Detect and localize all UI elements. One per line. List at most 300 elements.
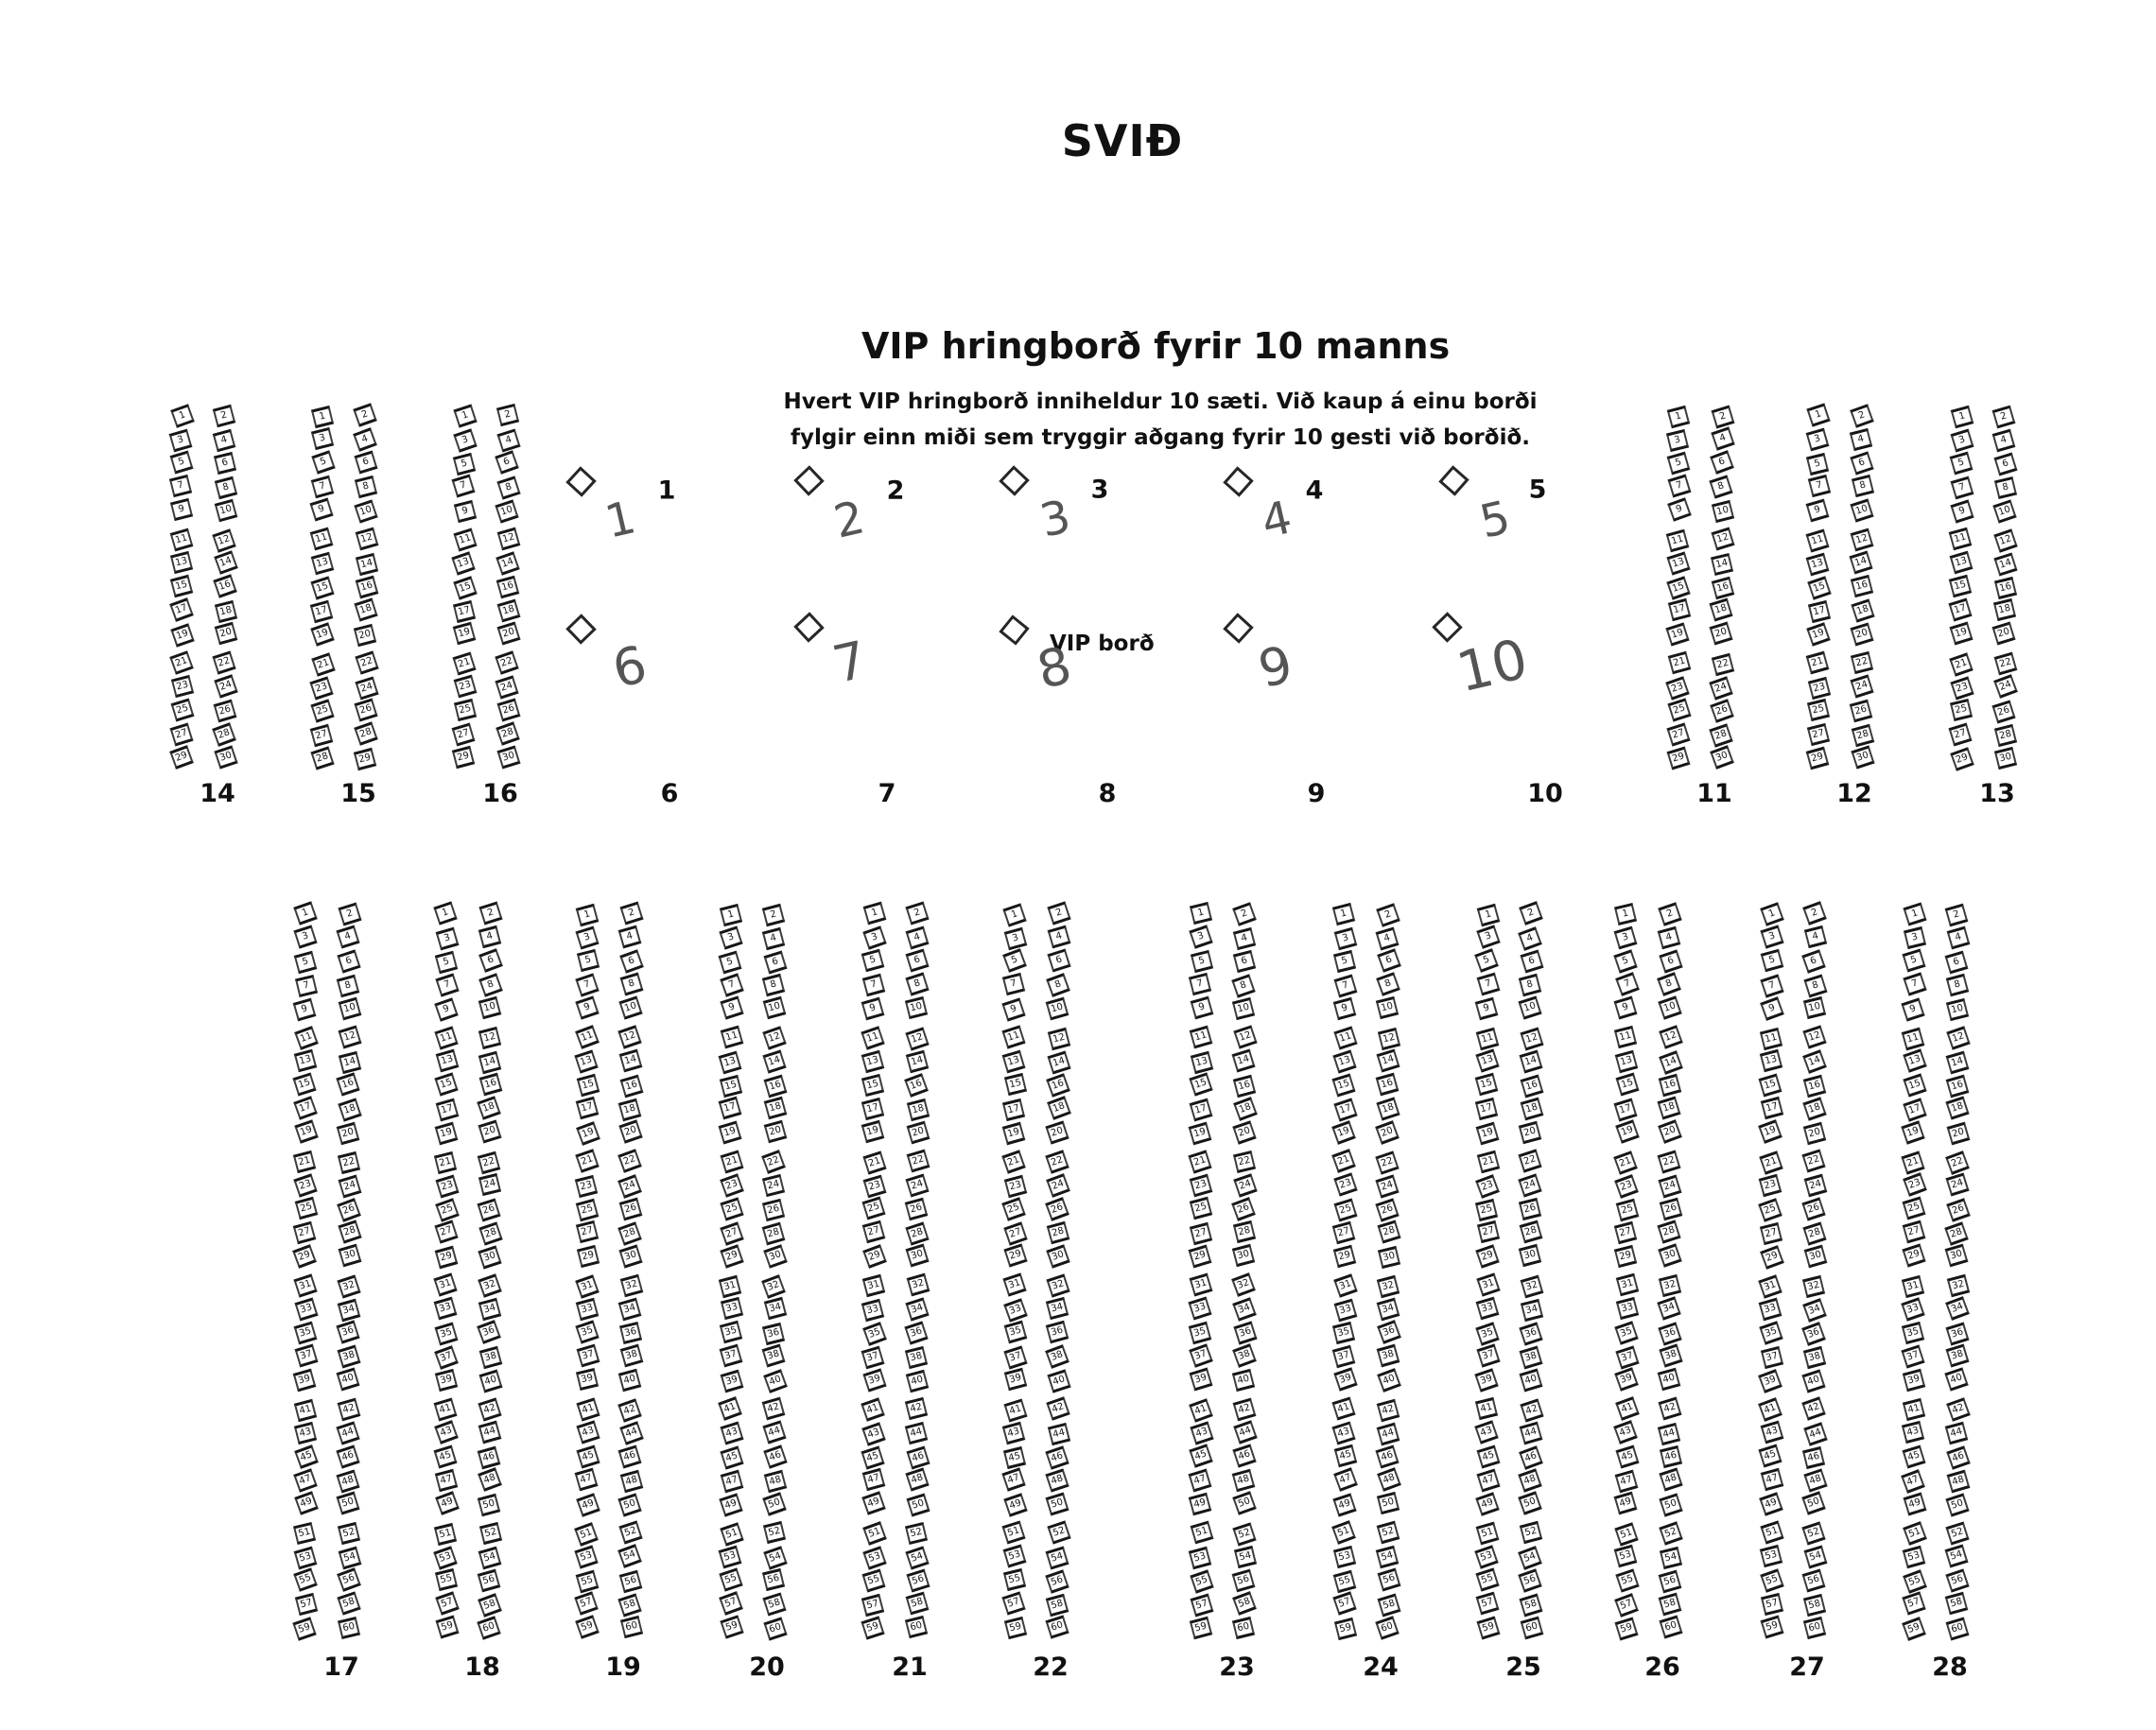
seat[interactable]: 9 (1002, 998, 1026, 1022)
seat[interactable]: 1 (1667, 406, 1690, 428)
seat[interactable]: 29 (577, 1245, 600, 1268)
seat[interactable]: 25 (436, 1198, 461, 1222)
seat[interactable]: 8 (1046, 973, 1070, 997)
seat[interactable]: 9 (434, 997, 458, 1021)
seat[interactable]: 16 (619, 1074, 643, 1098)
seat[interactable]: 5 (718, 950, 741, 974)
seat[interactable]: 23 (1808, 677, 1831, 700)
seat[interactable]: 49 (1189, 1493, 1212, 1516)
seat[interactable]: 55 (1190, 1569, 1213, 1593)
seat[interactable]: 30 (497, 745, 521, 769)
seat[interactable]: 10 (355, 499, 378, 523)
seat[interactable]: 5 (294, 951, 318, 975)
seat[interactable]: 22 (1233, 1150, 1256, 1173)
seat[interactable]: 2 (1658, 902, 1681, 926)
seat[interactable]: 26 (1519, 1198, 1541, 1220)
seat[interactable]: 43 (1191, 1421, 1214, 1445)
seat[interactable]: 24 (356, 676, 379, 700)
seat[interactable]: 57 (1001, 1592, 1025, 1616)
seat[interactable]: 32 (1521, 1274, 1544, 1298)
seat[interactable]: 59 (1334, 1618, 1357, 1640)
seat[interactable]: 56 (1518, 1568, 1541, 1592)
seat[interactable]: 10 (1850, 498, 1873, 522)
seat[interactable]: 8 (1803, 974, 1827, 997)
seat[interactable]: 2 (1850, 404, 1874, 428)
seat[interactable]: 9 (1475, 997, 1499, 1021)
seat[interactable]: 54 (1945, 1544, 1969, 1567)
seat[interactable]: 13 (1805, 553, 1829, 577)
seat[interactable]: 18 (1657, 1097, 1680, 1120)
seat[interactable]: 14 (214, 550, 238, 575)
seat[interactable]: 57 (295, 1592, 318, 1615)
seat[interactable]: 10 (495, 499, 518, 523)
seat[interactable]: 13 (310, 552, 334, 576)
seat[interactable]: 18 (1710, 597, 1733, 621)
seat[interactable]: 26 (1376, 1198, 1400, 1221)
seat[interactable]: 27 (576, 1220, 599, 1243)
seat[interactable]: 20 (1991, 622, 2015, 646)
seat[interactable]: 32 (762, 1274, 787, 1299)
seat[interactable]: 2 (478, 901, 502, 925)
seat[interactable]: 25 (1475, 1199, 1498, 1221)
seat[interactable]: 6 (1944, 951, 1968, 975)
seat[interactable]: 29 (863, 1244, 888, 1269)
seat[interactable]: 50 (337, 1491, 360, 1514)
seat[interactable]: 28 (354, 721, 378, 746)
seat[interactable]: 50 (1377, 1492, 1400, 1514)
seat[interactable]: 49 (719, 1493, 742, 1516)
seat[interactable]: 51 (574, 1522, 599, 1547)
seat[interactable]: 14 (1377, 1048, 1400, 1072)
seat[interactable]: 16 (1659, 1074, 1681, 1097)
seat[interactable]: 45 (294, 1445, 319, 1469)
seat[interactable]: 35 (294, 1322, 318, 1345)
seat[interactable]: 5 (1474, 948, 1499, 973)
seat[interactable]: 3 (1904, 926, 1926, 949)
seat[interactable]: 59 (1004, 1617, 1027, 1639)
seat[interactable]: 57 (1333, 1591, 1357, 1615)
seat[interactable]: 30 (1231, 1244, 1254, 1267)
seat[interactable]: 32 (907, 1273, 930, 1297)
seat[interactable]: 32 (1377, 1274, 1400, 1297)
seat[interactable]: 8 (1231, 974, 1255, 997)
seat[interactable]: 46 (336, 1445, 359, 1468)
seat[interactable]: 21 (1759, 1151, 1782, 1175)
seat[interactable]: 5 (453, 452, 476, 475)
seat[interactable]: 23 (1004, 1174, 1027, 1197)
seat[interactable]: 32 (619, 1274, 643, 1298)
seat[interactable]: 60 (1803, 1617, 1826, 1639)
seat[interactable]: 39 (1190, 1367, 1213, 1391)
seat[interactable]: 22 (495, 650, 518, 674)
seat[interactable]: 24 (1659, 1174, 1682, 1198)
seat[interactable]: 54 (905, 1547, 929, 1570)
seat[interactable]: 26 (762, 1199, 785, 1221)
seat[interactable]: 25 (862, 1196, 886, 1220)
seat[interactable]: 18 (764, 1096, 788, 1119)
seat[interactable]: 20 (337, 1122, 360, 1146)
seat[interactable]: 48 (1377, 1468, 1401, 1493)
seat[interactable]: 31 (575, 1274, 600, 1299)
seat[interactable]: 26 (1231, 1197, 1256, 1221)
seat[interactable]: 9 (1901, 997, 1924, 1021)
seat[interactable]: 5 (1950, 451, 1973, 475)
seat[interactable]: 36 (1234, 1321, 1258, 1344)
seat[interactable]: 45 (1334, 1445, 1357, 1467)
seat[interactable]: 1 (1614, 903, 1637, 926)
seat[interactable]: 9 (293, 998, 317, 1022)
seat[interactable]: 59 (1476, 1616, 1500, 1639)
seat[interactable]: 57 (1760, 1593, 1782, 1616)
seat[interactable]: 25 (454, 699, 477, 721)
seat[interactable]: 58 (1803, 1594, 1826, 1617)
seat[interactable]: 15 (1758, 1073, 1782, 1097)
seat[interactable]: 5 (1002, 948, 1027, 973)
seat[interactable]: 14 (1048, 1050, 1071, 1074)
seat[interactable]: 48 (1519, 1468, 1542, 1492)
seat[interactable]: 18 (1803, 1098, 1827, 1121)
seat[interactable]: 26 (1850, 700, 1873, 723)
seat[interactable]: 16 (1232, 1074, 1255, 1097)
seat[interactable]: 56 (1945, 1569, 1969, 1593)
seat[interactable]: 11 (1614, 1025, 1637, 1047)
seat[interactable]: 29 (170, 745, 195, 770)
seat[interactable]: 48 (619, 1470, 643, 1494)
seat[interactable]: 7 (862, 973, 885, 995)
seat[interactable]: 59 (292, 1618, 316, 1641)
seat[interactable]: 43 (1613, 1420, 1638, 1445)
seat[interactable]: 27 (1004, 1222, 1028, 1246)
seat[interactable]: 22 (1045, 1150, 1069, 1173)
seat[interactable]: 6 (478, 948, 503, 973)
seat[interactable]: 59 (721, 1616, 744, 1639)
seat[interactable]: 22 (1712, 653, 1734, 676)
seat[interactable]: 16 (356, 576, 379, 599)
seat[interactable]: 48 (1660, 1468, 1683, 1492)
seat[interactable]: 17 (718, 1096, 741, 1119)
seat[interactable]: 1 (1760, 902, 1784, 926)
seat[interactable]: 1 (720, 904, 742, 926)
seat[interactable]: 10 (1993, 500, 2017, 524)
seat[interactable]: 44 (1945, 1422, 1968, 1445)
seat[interactable]: 20 (1709, 622, 1732, 646)
seat[interactable]: 52 (1945, 1521, 1969, 1545)
seat[interactable]: 7 (1808, 475, 1831, 497)
seat[interactable]: 30 (1519, 1244, 1541, 1267)
seat[interactable]: 22 (355, 651, 378, 675)
seat[interactable]: 40 (763, 1369, 788, 1393)
seat[interactable]: 11 (1760, 1028, 1782, 1050)
seat[interactable]: 7 (1951, 476, 1974, 500)
seat[interactable]: 17 (1668, 598, 1691, 621)
seat[interactable]: 25 (720, 1197, 743, 1220)
seat[interactable]: 28 (1994, 724, 2017, 747)
seat[interactable]: 38 (1045, 1344, 1069, 1369)
seat[interactable]: 22 (1375, 1150, 1399, 1174)
seat[interactable]: 40 (1232, 1369, 1255, 1392)
seat[interactable]: 21 (1613, 1151, 1638, 1176)
seat[interactable]: 22 (1994, 652, 2018, 676)
seat[interactable]: 33 (1334, 1299, 1358, 1323)
seat[interactable]: 42 (1377, 1399, 1400, 1423)
seat[interactable]: 26 (1946, 1199, 1971, 1223)
seat[interactable]: 13 (1475, 1048, 1499, 1072)
seat[interactable]: 57 (1191, 1593, 1214, 1617)
seat[interactable]: 9 (861, 997, 885, 1021)
seat[interactable]: 6 (1993, 452, 2017, 476)
seat[interactable]: 30 (763, 1244, 788, 1269)
seat[interactable]: 10 (1518, 995, 1541, 1019)
seat[interactable]: 58 (1945, 1592, 1969, 1616)
seat[interactable]: 59 (1615, 1617, 1639, 1640)
seat[interactable]: 52 (763, 1521, 786, 1544)
seat[interactable]: 37 (1477, 1344, 1501, 1368)
seat[interactable]: 26 (337, 1198, 361, 1222)
seat[interactable]: 36 (1946, 1322, 1970, 1345)
seat[interactable]: 21 (1001, 1150, 1026, 1174)
seat[interactable]: 37 (1004, 1345, 1028, 1369)
seat[interactable]: 50 (907, 1493, 930, 1516)
vip-table-icon[interactable] (1223, 613, 1253, 643)
seat[interactable]: 27 (310, 723, 334, 747)
seat[interactable]: 56 (478, 1569, 501, 1593)
seat[interactable]: 13 (574, 1049, 598, 1073)
seat[interactable]: 23 (309, 677, 333, 701)
seat[interactable]: 24 (1046, 1173, 1070, 1198)
seat[interactable]: 29 (1903, 1244, 1926, 1268)
seat[interactable]: 15 (1475, 1073, 1499, 1097)
seat[interactable]: 59 (861, 1617, 884, 1640)
seat[interactable]: 23 (1759, 1173, 1782, 1197)
seat[interactable]: 33 (1901, 1297, 1924, 1321)
seat[interactable]: 45 (576, 1445, 600, 1469)
seat[interactable]: 49 (435, 1491, 460, 1515)
seat[interactable]: 29 (720, 1244, 743, 1268)
seat[interactable]: 13 (170, 551, 193, 574)
seat[interactable]: 46 (907, 1445, 930, 1469)
seat[interactable]: 33 (1188, 1297, 1211, 1321)
seat[interactable]: 19 (435, 1121, 459, 1145)
seat[interactable]: 34 (478, 1298, 501, 1321)
seat[interactable]: 15 (434, 1072, 458, 1096)
seat[interactable]: 25 (1807, 699, 1830, 721)
seat[interactable]: 48 (905, 1467, 929, 1491)
seat[interactable]: 60 (1520, 1616, 1543, 1639)
seat[interactable]: 53 (1614, 1544, 1638, 1567)
seat[interactable]: 2 (1519, 901, 1543, 926)
seat[interactable]: 22 (212, 650, 235, 674)
seat[interactable]: 12 (497, 527, 521, 550)
seat[interactable]: 54 (1518, 1546, 1542, 1570)
seat[interactable]: 54 (1376, 1546, 1399, 1568)
seat[interactable]: 34 (1657, 1296, 1680, 1320)
seat[interactable]: 3 (863, 926, 887, 950)
seat[interactable]: 15 (1332, 1074, 1356, 1098)
seat[interactable]: 33 (1759, 1297, 1782, 1321)
seat[interactable]: 53 (1475, 1545, 1499, 1568)
seat[interactable]: 9 (1667, 497, 1692, 522)
seat[interactable]: 9 (1950, 499, 1973, 523)
seat[interactable]: 19 (1902, 1120, 1925, 1144)
seat[interactable]: 38 (1519, 1346, 1542, 1370)
seat[interactable]: 24 (478, 1173, 501, 1196)
seat[interactable]: 12 (1233, 1025, 1257, 1048)
seat[interactable]: 3 (1806, 427, 1830, 451)
seat[interactable]: 22 (1657, 1150, 1680, 1173)
seat[interactable]: 40 (336, 1367, 359, 1391)
seat[interactable]: 30 (1944, 1244, 1968, 1268)
seat[interactable]: 31 (719, 1275, 741, 1298)
seat[interactable]: 14 (339, 1051, 361, 1074)
seat[interactable]: 57 (1902, 1592, 1925, 1616)
seat[interactable]: 4 (905, 926, 929, 949)
seat[interactable]: 10 (1232, 997, 1255, 1020)
seat[interactable]: 35 (1003, 1320, 1027, 1343)
seat[interactable]: 26 (1045, 1198, 1069, 1222)
seat[interactable]: 28 (339, 1220, 362, 1243)
seat[interactable]: 26 (1711, 699, 1735, 723)
seat[interactable]: 18 (1047, 1096, 1071, 1120)
seat[interactable]: 44 (1377, 1422, 1400, 1445)
seat[interactable]: 55 (435, 1568, 458, 1591)
seat[interactable]: 3 (1613, 926, 1637, 950)
seat[interactable]: 40 (906, 1370, 929, 1393)
seat[interactable]: 53 (293, 1547, 317, 1570)
seat[interactable]: 27 (1948, 723, 1972, 747)
seat[interactable]: 24 (1994, 675, 2019, 700)
seat[interactable]: 54 (1234, 1545, 1257, 1567)
seat[interactable]: 38 (1377, 1344, 1400, 1368)
seat[interactable]: 38 (904, 1346, 927, 1369)
seat[interactable]: 26 (618, 1197, 642, 1220)
seat[interactable]: 43 (1474, 1421, 1498, 1445)
seat[interactable]: 40 (1944, 1368, 1968, 1392)
seat[interactable]: 18 (1520, 1098, 1543, 1121)
seat[interactable]: 2 (213, 405, 235, 427)
seat[interactable]: 31 (434, 1273, 458, 1297)
seat[interactable]: 21 (1477, 1150, 1500, 1173)
seat[interactable]: 46 (617, 1445, 641, 1469)
seat[interactable]: 20 (1518, 1120, 1540, 1143)
seat[interactable]: 2 (339, 902, 362, 926)
seat[interactable]: 4 (1711, 426, 1734, 450)
seat[interactable]: 24 (1804, 1174, 1828, 1198)
seat[interactable]: 37 (720, 1344, 743, 1368)
seat[interactable]: 20 (1851, 622, 1874, 646)
seat[interactable]: 27 (293, 1221, 317, 1245)
seat[interactable]: 17 (576, 1097, 600, 1120)
seat[interactable]: 36 (477, 1320, 501, 1344)
seat[interactable]: 36 (1520, 1322, 1543, 1345)
seat[interactable]: 56 (907, 1569, 930, 1593)
seat[interactable]: 19 (1002, 1121, 1026, 1145)
seat[interactable]: 15 (453, 576, 477, 599)
seat[interactable]: 8 (1994, 476, 2017, 499)
seat[interactable]: 29 (1189, 1245, 1212, 1269)
seat[interactable]: 29 (1614, 1245, 1637, 1268)
seat[interactable]: 3 (436, 927, 460, 951)
seat[interactable]: 3 (294, 926, 318, 949)
seat[interactable]: 17 (453, 600, 476, 623)
seat[interactable]: 42 (618, 1398, 643, 1423)
seat[interactable]: 17 (1002, 1099, 1025, 1121)
seat[interactable]: 16 (1803, 1074, 1826, 1097)
seat[interactable]: 1 (453, 405, 477, 428)
seat[interactable]: 18 (496, 599, 520, 623)
seat[interactable]: 48 (1232, 1469, 1256, 1493)
seat[interactable]: 17 (309, 600, 333, 624)
seat[interactable]: 60 (1046, 1615, 1069, 1638)
seat[interactable]: 8 (905, 972, 929, 995)
seat[interactable]: 20 (497, 622, 521, 646)
seat[interactable]: 38 (479, 1346, 503, 1370)
seat[interactable]: 7 (721, 973, 745, 997)
seat[interactable]: 8 (1376, 972, 1400, 996)
seat[interactable]: 13 (1666, 552, 1690, 576)
seat[interactable]: 21 (1668, 650, 1692, 674)
seat[interactable]: 17 (861, 1098, 884, 1120)
seat[interactable]: 22 (1851, 651, 1873, 674)
seat[interactable]: 44 (1803, 1422, 1827, 1445)
seat[interactable]: 50 (617, 1493, 641, 1516)
seat[interactable]: 37 (295, 1344, 319, 1368)
seat[interactable]: 4 (353, 428, 377, 453)
seat[interactable]: 26 (905, 1198, 929, 1221)
seat[interactable]: 39 (1004, 1368, 1027, 1391)
seat[interactable]: 11 (310, 528, 334, 551)
seat[interactable]: 7 (1002, 973, 1025, 995)
seat[interactable]: 43 (294, 1422, 317, 1445)
seat[interactable]: 19 (1758, 1119, 1782, 1144)
seat[interactable]: 60 (477, 1617, 500, 1640)
seat[interactable]: 7 (575, 973, 599, 996)
seat[interactable]: 39 (862, 1369, 886, 1393)
seat[interactable]: 5 (577, 949, 600, 972)
seat[interactable]: 28 (478, 1221, 502, 1245)
seat[interactable]: 59 (1190, 1616, 1212, 1638)
seat[interactable]: 25 (1190, 1197, 1212, 1220)
seat[interactable]: 20 (353, 624, 375, 647)
seat[interactable]: 43 (434, 1421, 459, 1445)
seat[interactable]: 5 (861, 949, 885, 973)
seat[interactable]: 21 (1188, 1150, 1211, 1173)
seat[interactable]: 13 (718, 1051, 741, 1075)
seat[interactable]: 11 (1949, 528, 1973, 551)
seat[interactable]: 49 (576, 1493, 600, 1517)
seat[interactable]: 6 (1802, 949, 1827, 974)
seat[interactable]: 45 (1759, 1445, 1782, 1468)
seat[interactable]: 55 (576, 1570, 600, 1594)
seat[interactable]: 11 (169, 528, 193, 552)
seat[interactable]: 35 (1902, 1322, 1924, 1344)
seat[interactable]: 4 (1518, 926, 1542, 951)
seat[interactable]: 40 (1658, 1367, 1681, 1391)
seat[interactable]: 14 (1802, 1049, 1827, 1074)
seat[interactable]: 7 (1189, 973, 1211, 995)
seat[interactable]: 53 (1003, 1544, 1027, 1567)
seat[interactable]: 36 (619, 1322, 642, 1344)
seat[interactable]: 39 (721, 1370, 744, 1393)
seat[interactable]: 20 (1946, 1122, 1970, 1146)
seat[interactable]: 7 (1476, 973, 1500, 996)
seat[interactable]: 52 (1520, 1521, 1542, 1544)
seat[interactable]: 42 (1946, 1397, 1971, 1422)
seat[interactable]: 19 (1950, 622, 1973, 646)
seat[interactable]: 13 (294, 1049, 317, 1072)
seat[interactable]: 42 (478, 1397, 501, 1421)
seat[interactable]: 6 (1377, 949, 1401, 974)
seat[interactable]: 15 (292, 1072, 316, 1096)
